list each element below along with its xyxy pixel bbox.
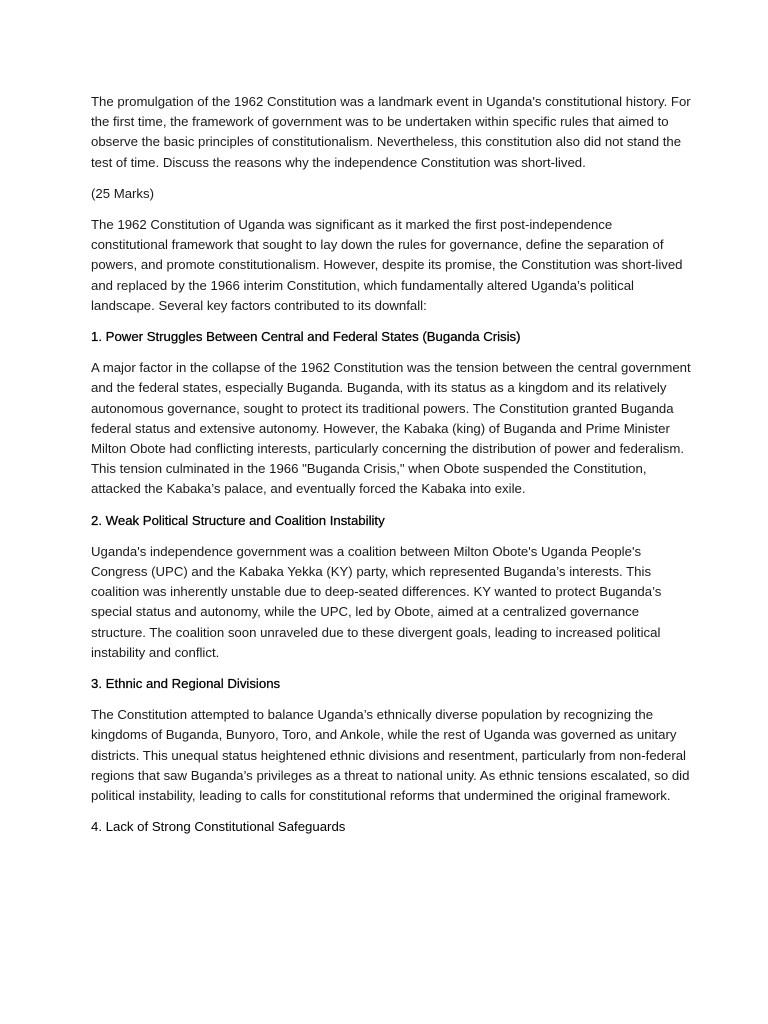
document-page bbox=[91, 92, 691, 849]
section-3-body: The Constitution attempted to balance Uganda’s ethnically diverse population by recognizing the kingdoms of Buganda, Bunyoro, Toro, and Ankole, while the rest of Uganda was governed as unitary districts. This unequal status heightened ethnic divisions and resentment, particularly from non-federal regions that saw Buganda’s privileges as a threat to national unity. As ethnic tensions escalated, so did political instability, leading to calls for constitutional reforms that undermined the original framework. bbox=[91, 707, 690, 804]
section-2-heading: 2. Weak Political Structure and Coalition Instability bbox=[91, 512, 385, 528]
section-2-body: Uganda's independence government was a coalition between Milton Obote's Uganda People's Congress (UPC) and the Kabaka Yekka (KY) party, which represented Buganda’s interests. This coalition was inherently unstable due to deep-seated differences. KY wanted to protect Buganda’s special status and autonomy, while the UPC, led by Obote, aimed at a centralized governance structure. The coalition soon unraveled due to these divergent goals, leading to increased political instability and conflict. bbox=[91, 543, 662, 660]
marks-label: (25 Marks) bbox=[91, 185, 155, 201]
question-paragraph: The promulgation of the 1962 Constitution was a landmark event in Uganda's constitutional history. For the first time, the framework of government was to be undertaken within specific rules that aimed to observe the basic principles of constitutionalism. Nevertheless, this constitution also did not stand the test of time. Discuss the reasons why the independence Constitution was short-lived. bbox=[91, 94, 691, 170]
section-4-heading: 4. Lack of Strong Constitutional Safeguards bbox=[91, 819, 346, 835]
section-3-heading: 3. Ethnic and Regional Divisions bbox=[91, 676, 281, 692]
intro-paragraph: The 1962 Constitution of Uganda was significant as it marked the first post-independence constitutional framework that sought to lay down the rules for governance, define the separation of powers, and promote constitutionalism. However, despite its promise, the Constitution was short-lived and replaced by the 1966 interim Constitution, which fundamentally altered Uganda’s political landscape. Several key factors contributed to its downfall: bbox=[91, 217, 683, 313]
section-1-body: A major factor in the collapse of the 1962 Constitution was the tension between the central government and the federal states, especially Buganda. Buganda, with its status as a kingdom and its relatively autonomous governance, sought to protect its traditional powers. The Constitution granted Buganda federal status and extensive autonomy. However, the Kabaka (king) of Buganda and Prime Minister Milton Obote had conflicting interests, particularly concerning the distribution of power and federalism. This tension culminated in the 1966 "Buganda Crisis," when Obote suspended the Constitution, attacked the Kabaka’s palace, and eventually forced the Kabaka into exile. bbox=[91, 360, 691, 497]
section-1-heading: 1. Power Struggles Between Central and Federal States (Buganda Crisis) bbox=[91, 329, 521, 345]
